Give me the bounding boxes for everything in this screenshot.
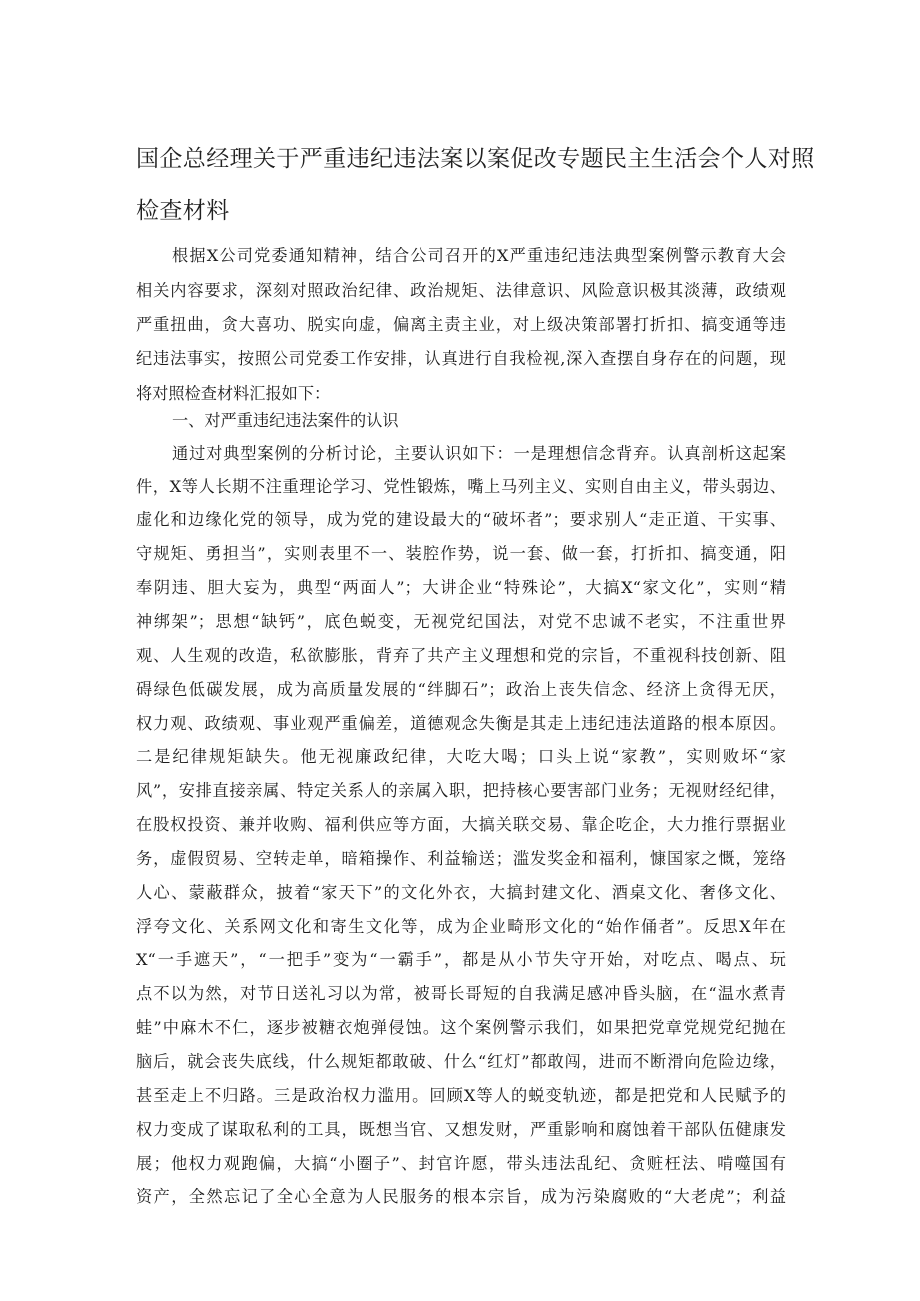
document-title-line-1: 国企总经理关于严重违纪违法案以案促改专题民主生活会个人对照 xyxy=(136,146,815,172)
body-text-line: 通过对典型案例的分析讨论，主要认识如下：一是理想信念背弃。认真剖析这起案 xyxy=(172,444,786,463)
body-text-line: 脑后，就会丧失底线，什么规矩都敢破、什么“红灯”都敢闯，进而不断滑向危险边缘， xyxy=(136,1052,786,1071)
body-text-line: 守规矩、勇担当”，实则表里不一、装腔作势，说一套、做一套，打折扣、搞变通，阳 xyxy=(136,544,786,563)
body-text-line: 权力观、政绩观、事业观严重偏差，道德观念失衡是其走上违纪违法道路的根本原因。 xyxy=(136,714,786,733)
body-text-line: 奉阴违、胆大妄为，典型“两面人”；大讲企业“特殊论”，大搞X“家文化”，实则“精 xyxy=(136,578,786,597)
body-text-line: 展；他权力观跑偏，大搞“小圈子”、封官许愿，带头违法乱纪、贪赃枉法、啃噬国有 xyxy=(136,1154,786,1173)
body-text-line: 相关内容要求，深刻对照政治纪律、政治规矩、法律意识、风险意识极其淡薄，政绩观 xyxy=(136,281,786,300)
body-text-line: 甚至走上不归路。三是政治权力滥用。回顾X等人的蜕变轨迹，都是把党和人民赋予的 xyxy=(136,1086,786,1105)
body-text-line: 权力变成了谋取私利的工具，既想当官、又想发财，严重影响和腐蚀着干部队伍健康发 xyxy=(136,1120,786,1139)
body-text-line: 件，X等人长期不注重理论学习、党性锻炼，嘴上马列主义、实则自由主义，带头弱边、 xyxy=(136,477,786,496)
body-text-line: 二是纪律规矩缺失。他无视廉政纪律，大吃大喝；口头上说“家教”，实则败坏“家 xyxy=(136,747,786,766)
body-text-line: 虚化和边缘化党的领导，成为党的建设最大的“破坏者”；要求别人“走正道、干实事、 xyxy=(136,510,786,529)
body-text-line: 人心、蒙蔽群众，披着“家天下”的文化外衣，大搞封建文化、酒桌文化、奢侈文化、 xyxy=(136,883,786,902)
body-text-line: 在股权投资、兼并收购、福利供应等方面，大搞关联交易、靠企吃企，大力推行票据业 xyxy=(136,815,786,834)
section-heading: 一、对严重违纪违法案件的认识 xyxy=(172,411,399,430)
body-text-line: 资产，全然忘记了全心全意为人民服务的根本宗旨，成为污染腐败的“大老虎”；利益 xyxy=(136,1187,786,1206)
body-text-line: 点不以为然，对节日送礼习以为常，被哥长哥短的自我满足感冲昏头脑，在“温水煮青 xyxy=(136,984,786,1003)
body-text-line: 风”，安排直接亲属、特定关系人的亲属入职，把持核心要害部门业务；无视财经纪律， xyxy=(136,781,786,800)
document-title-line-2: 检查材料 xyxy=(136,198,230,224)
body-text-line: 碍绿色低碳发展，成为高质量发展的“绊脚石”；政治上丧失信念、经济上贪得无厌， xyxy=(136,680,786,699)
body-text-line: 根据X公司党委通知精神，结合公司召开的X严重违纪违法典型案例警示教育大会 xyxy=(172,246,786,265)
body-text-line: X“一手遮天”，“一把手”变为“一霸手”，都是从小节失守开始，对吃点、喝点、玩 xyxy=(136,950,786,969)
body-text-line: 纪违法事实，按照公司党委工作安排，认真进行自我检视,深入查摆自身存在的问题，现 xyxy=(136,349,786,368)
body-text-line: 务，虚假贸易、空转走单，暗箱操作、利益输送；滥发奖金和福利，慷国家之慨，笼络 xyxy=(136,849,786,868)
body-text-line: 严重扭曲，贪大喜功、脱实向虚，偏离主责主业，对上级决策部署打折扣、搞变通等违 xyxy=(136,315,786,334)
body-text-line: 观、人生观的改造，私欲膨胀，背弃了共产主义理想和党的宗旨，不重视科技创新、阻 xyxy=(136,646,786,665)
body-text-line: 神绑架”；思想“缺钙”，底色蜕变，无视党纪国法，对党不忠诚不老实，不注重世界 xyxy=(136,612,786,631)
body-text-line: 将对照检查材料汇报如下： xyxy=(136,384,331,403)
body-text-line: 蛙”中麻木不仁，逐步被糖衣炮弹侵蚀。这个案例警示我们，如果把党章党规党纪抛在 xyxy=(136,1018,786,1037)
body-text-line: 浮夸文化、关系网文化和寄生文化等，成为企业畸形文化的“始作俑者”。反思X年在 xyxy=(136,917,786,936)
